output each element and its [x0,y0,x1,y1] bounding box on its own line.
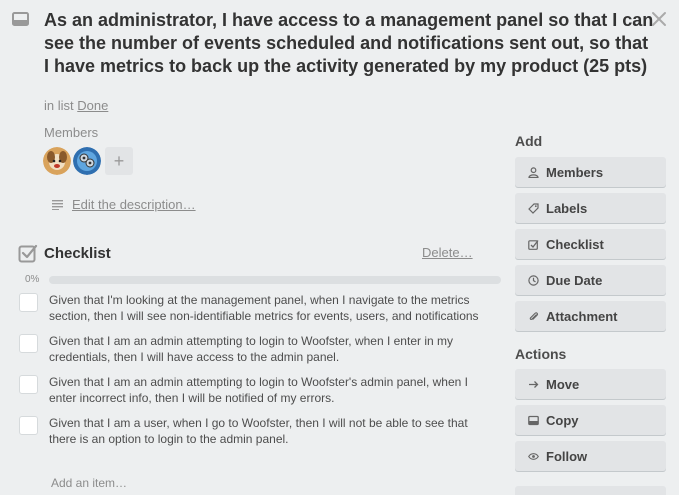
checklist-item [19,292,489,324]
description-lines-icon [52,200,64,210]
labels-button-label: Labels [546,200,588,216]
add-section-title: Add [515,133,543,149]
checklist-item-checkbox[interactable] [19,334,38,353]
due-date-button-label: Due Date [546,272,603,288]
checklist-item [19,415,489,447]
copy-button-label: Copy [546,412,579,428]
checklist-button-label: Checklist [546,236,604,252]
edit-description-link[interactable] [52,197,196,212]
delete-checklist-link[interactable]: Delete… [422,245,473,260]
checklist-title[interactable]: Checklist [44,245,111,262]
person-icon [528,167,539,178]
checklist-item-checkbox[interactable] [19,416,38,435]
due-date-button[interactable] [515,265,666,295]
move-button[interactable] [515,369,666,399]
checklist-progress-bar [49,276,501,284]
partially-visible-action-button[interactable] [515,486,666,495]
card-title[interactable]: As an administrator, I have access to a management panel so that I can see the number of events scheduled and notifications sent out, so that I have metrics to back up the activity generated by my product (25 pts) [44,10,654,76]
card-icon [528,415,539,426]
checklist-item-checkbox[interactable] [19,375,38,394]
avatar-dog-icon [43,147,71,175]
follow-button[interactable] [515,441,666,471]
checklist-item [19,333,489,365]
in-list-text [44,98,108,113]
checklist-icon [18,243,38,263]
card-icon [12,12,29,26]
clock-icon [528,275,539,286]
close-icon[interactable] [650,10,668,28]
checklist-item-text[interactable]: Given that I am an admin attempting to login to Woofster, when I enter in my credentials, then I will have access to the admin panel. [49,334,453,364]
edit-description-label[interactable]: Edit the description… [72,197,196,212]
tag-icon [528,203,539,214]
arrow-right-icon [528,379,539,390]
copy-button[interactable] [515,405,666,435]
checklist-item-text[interactable]: Given that I am a user, when I go to Woofster, then I will not be able to see that there is an option to login to the admin panel. [49,416,468,446]
in-list-prefix: in list [44,98,74,113]
checklist-item-checkbox[interactable] [19,293,38,312]
list-name-link[interactable]: Done [77,98,109,113]
attachment-button[interactable] [515,301,666,331]
checkbox-icon [528,239,539,250]
checklist-items [19,292,489,456]
add-checklist-item-link[interactable]: Add an item… [51,476,128,490]
avatar[interactable] [73,147,101,175]
add-member-button[interactable]: + [105,147,133,175]
checklist-item [19,374,489,406]
labels-button[interactable] [515,193,666,223]
follow-button-label: Follow [546,448,588,464]
checklist-button[interactable] [515,229,666,259]
members-label: Members [44,125,99,140]
avatar-gear-icon [73,147,101,175]
eye-icon [528,451,539,462]
members-button-label: Members [546,164,604,180]
checklist-progress-percent: 0% [25,274,40,285]
checklist-item-text[interactable]: Given that I am an admin attempting to login to Woofster's admin panel, when I enter incorrect info, then I will be notified of my errors. [49,375,468,405]
member-avatars [43,147,133,175]
actions-section-title: Actions [515,346,567,362]
members-button[interactable] [515,157,666,187]
checklist-item-text[interactable]: Given that I'm looking at the management panel, when I navigate to the metrics section, then I will see non-identifiable metrics for events, users, and notifications [49,293,479,323]
avatar[interactable] [43,147,71,175]
move-button-label: Move [546,376,580,392]
paperclip-icon [528,311,539,322]
attachment-button-label: Attachment [546,308,618,324]
